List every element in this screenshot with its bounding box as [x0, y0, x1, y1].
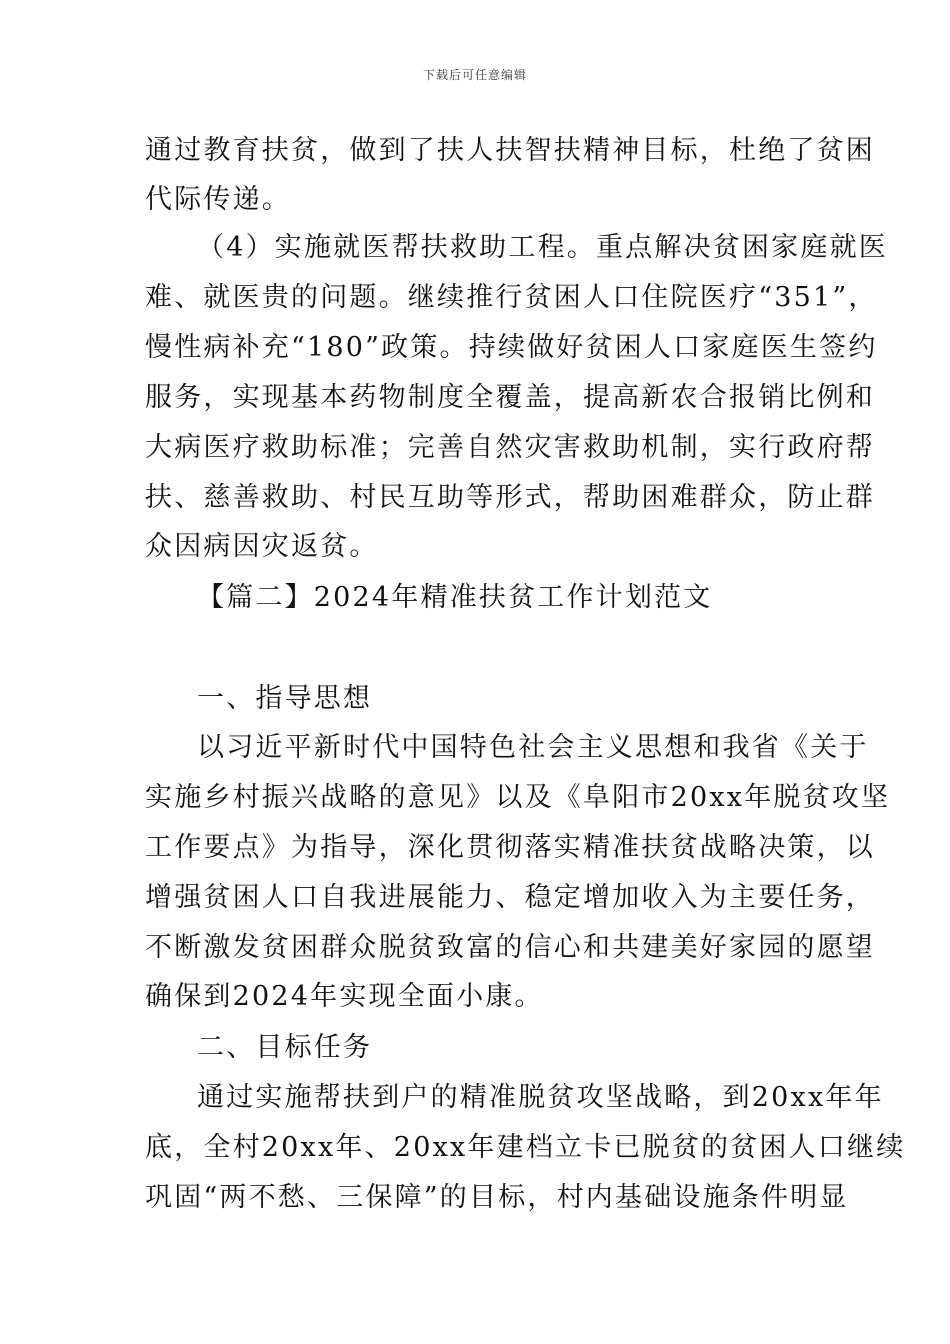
body-line: 以习近平新时代中国特色社会主义思想和我省《关于	[197, 732, 869, 763]
body-line: 慢性病补充“180”政策。持续做好贫困人口家庭医生签约	[145, 332, 878, 363]
body-line: 底，全村20xx年、20xx年建档立卡已脱贫的贫困人口继续	[145, 1132, 906, 1163]
body-line: 实施乡村振兴战略的意见》以及《阜阳市20xx年脱贫攻坚	[145, 782, 891, 813]
body-line: 确保到2024年实现全面小康。	[145, 981, 544, 1012]
body-line: 服务，实现基本药物制度全覆盖，提高新农合报销比例和	[145, 382, 875, 413]
subsection-heading: 二、目标任务	[197, 1032, 373, 1063]
body-line: 通过实施帮扶到户的精准脱贫攻坚战略，到20xx年年	[197, 1082, 884, 1113]
body-line: （4）实施就医帮扶救助工程。重点解决贫困家庭就医	[197, 232, 888, 263]
body-line: 众因病因灾返贫。	[145, 531, 379, 562]
body-line: 代际传递。	[145, 184, 291, 215]
body-line: 大病医疗救助标准；完善自然灾害救助机制，实行政府帮	[145, 432, 875, 463]
body-line: 工作要点》为指导，深化贯彻落实精准扶贫战略决策，以	[145, 832, 875, 863]
body-line: 扶、慈善救助、村民互助等形式，帮助困难群众，防止群	[145, 482, 875, 513]
subsection-heading: 一、指导思想	[197, 683, 373, 714]
header-note: 下载后可任意编辑	[422, 68, 527, 82]
body-line: 通过教育扶贫，做到了扶人扶智扶精神目标，杜绝了贫困	[145, 135, 875, 166]
section-heading: 【篇二】2024年精准扶贫工作计划范文	[197, 582, 713, 613]
body-line: 增强贫困人口自我进展能力、稳定增加收入为主要任务，	[145, 882, 875, 913]
body-line: 不断激发贫困群众脱贫致富的信心和共建美好家园的愿望	[145, 932, 875, 963]
body-line: 难、就医贵的问题。继续推行贫困人口住院医疗“351”，	[145, 282, 878, 313]
body-line: 巩固“两不愁、三保障”的目标，村内基础设施条件明显	[145, 1182, 849, 1213]
